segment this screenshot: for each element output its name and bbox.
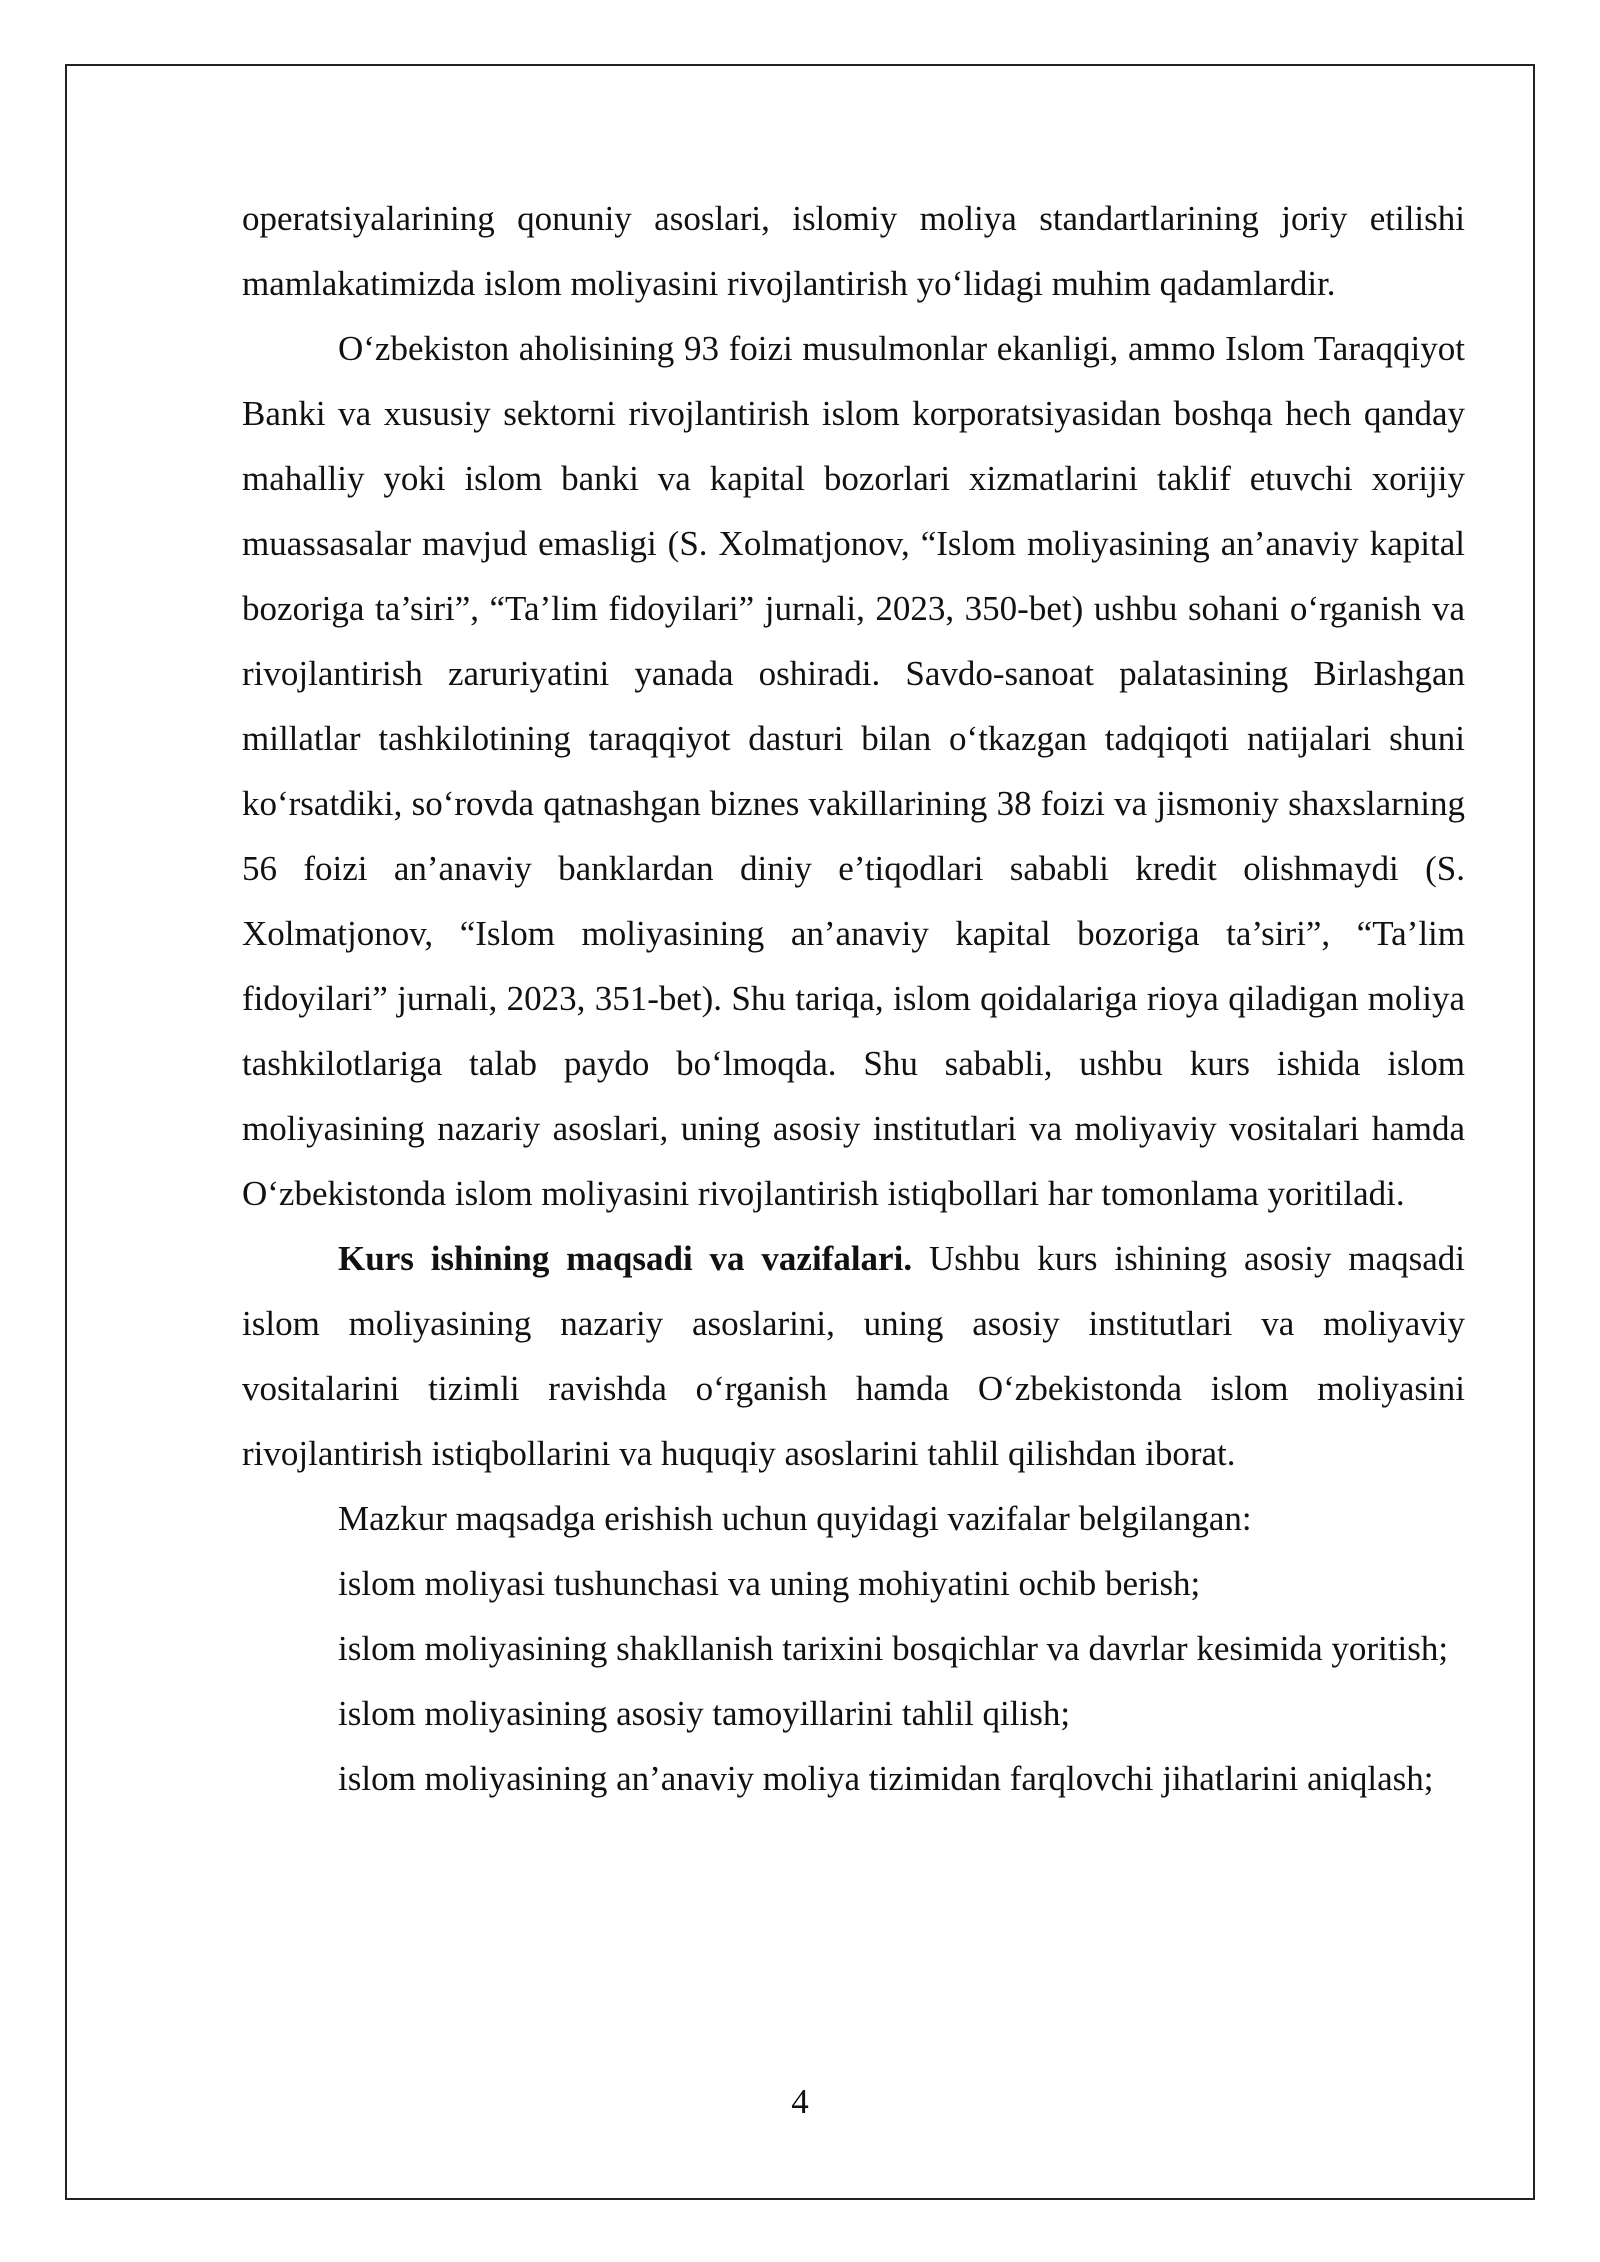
task-item-concept: islom moliyasi tushunchasi va uning mohiyatini ochib berish; bbox=[338, 1564, 1201, 1603]
document-body bbox=[242, 186, 1465, 1811]
paragraph-uzbekistan-context: O‘zbekiston aholisining 93 foizi musulmonlar ekanligi, ammo Islom Taraqqiyot Banki va xususiy sektorni rivojlantirish islom korporatsiyasidan boshqa hech qanday mahalliy yoki islom banki va kapital bozorlari xizmatlarini taklif etuvchi xorijiy muassasalar mavjud emasligi (S. Xolmatjonov, “Islom moliyasining an’anaviy kapital bozoriga ta’siri”, “Ta’lim fidoyilari” jurnali, 2023, 350-bet) ushbu sohani o‘rganish va rivojlantirish zaruriyatini yanada oshiradi. Savdo-sanoat palatasining Birlashgan millatlar tashkilotining taraqqiyot dasturi bilan o‘tkazgan tadqiqoti natijalari shuni ko‘rsatdiki, so‘rovda qatnashgan biznes vakillarining 38 foizi va jismoniy shaxslarning 56 foizi an’anaviy banklardan diniy e’tiqodlari sababli kredit olishmaydi (S. Xolmatjonov, “Islom moliyasining an’anaviy kapital bozoriga ta’siri”, “Ta’lim fidoyilari” jurnali, 2023, 351-bet). Shu tariqa, islom qoidalariga rioya qiladigan moliya tashkilotlariga talab paydo bo‘lmoqda. Shu sababli, ushbu kurs ishida islom moliyasining nazariy asoslari, uning asosiy institutlari va moliyaviy vositalari hamda O‘zbekistonda islom moliyasini rivojlantirish istiqbollari har tomonlama yoritiladi. bbox=[242, 329, 1465, 1213]
paragraph-goal-and-tasks bbox=[242, 1226, 1465, 1486]
paragraph-tasks-intro: Mazkur maqsadga erishish uchun quyidagi vazifalar belgilangan: bbox=[338, 1499, 1252, 1538]
task-item-differences: islom moliyasining an’anaviy moliya tizimidan farqlovchi jihatlarini aniqlash; bbox=[338, 1759, 1434, 1798]
paragraph-legal-foundations: operatsiyalarining qonuniy asoslari, islomiy moliya standartlarining joriy etilishi mamlakatimizda islom moliyasini rivojlantirish yo‘lidagi muhim qadamlardir. bbox=[242, 199, 1465, 303]
section-heading-goal: Kurs ishining maqsadi va vazifalari. bbox=[338, 1239, 913, 1278]
goal-text: Ushbu kurs ishining asosiy maqsadi islom moliyasining nazariy asoslarini, uning asosiy institutlari va moliyaviy vositalarini tizimli ravishda o‘rganish hamda O‘zbekistonda islom moliyasini rivojlantirish istiqbollarini va huquqiy asoslarini tahlil qilishdan iborat. bbox=[242, 1239, 1465, 1473]
page-number: 4 bbox=[791, 2082, 809, 2121]
task-item-principles: islom moliyasining asosiy tamoyillarini tahlil qilish; bbox=[338, 1694, 1071, 1733]
task-item-history: islom moliyasining shakllanish tarixini bosqichlar va davrlar kesimida yoritish; bbox=[338, 1629, 1449, 1668]
